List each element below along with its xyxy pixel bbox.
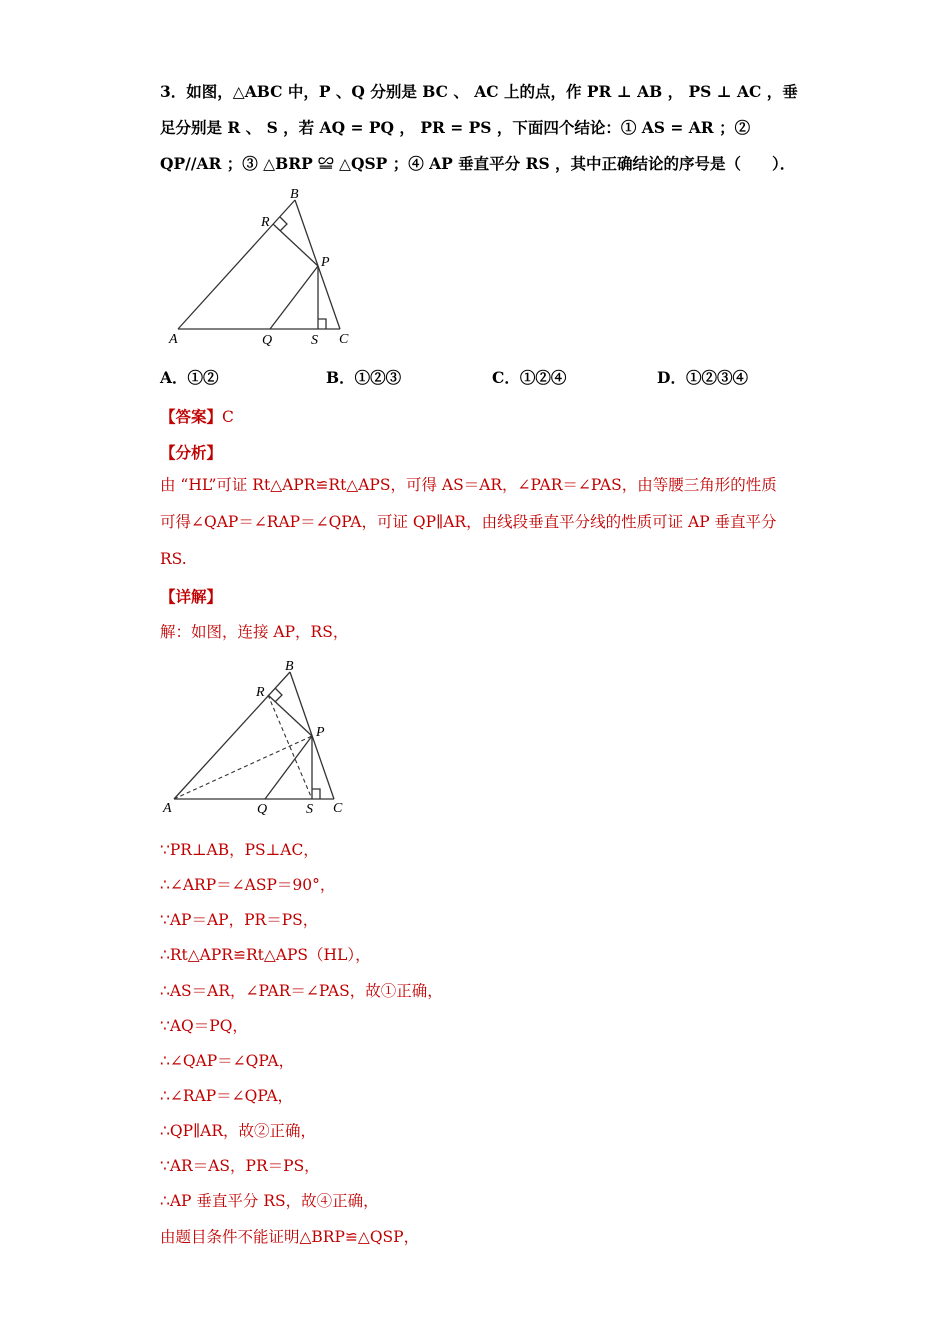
- label-c: C: [339, 332, 349, 347]
- label-b: B: [285, 659, 294, 674]
- answer-value: C: [222, 408, 234, 426]
- proof-step: ∴AP 垂直平分 RS，故④正确，: [160, 1192, 379, 1210]
- proof-step: ∵PR⊥AB，PS⊥AC，: [160, 841, 319, 859]
- triangle-diagram: [160, 186, 360, 356]
- label-q: Q: [257, 802, 268, 817]
- proof-step: ∵AQ＝PQ，: [160, 1017, 248, 1035]
- proof-step: ∴∠RAP＝∠QPA，: [160, 1087, 294, 1105]
- triangle-figure-1: [160, 186, 360, 356]
- detail-intro: 解：如图，连接 AP，RS，: [160, 623, 349, 641]
- segment-qp: [265, 736, 312, 799]
- proof-step: ∴Rt△APR≌Rt△APS（HL），: [160, 946, 371, 964]
- analysis-text: 由 “HL”可证 Rt△APR≌Rt△APS，可得 AS＝AR，∠PAR＝∠PAS，由等腰三角形的性质可得∠QAP＝∠RAP＝∠QPA，可证 QP∥AR，由线段垂直平分线的性质可证 AP 垂直平分 RS.: [160, 476, 777, 568]
- proof-step: ∵AR＝AS，PR＝PS，: [160, 1157, 320, 1175]
- proof-step: 由题目条件不能证明△BRP≌△QSP，: [160, 1228, 420, 1246]
- answer-line: [160, 405, 234, 427]
- option-b: B．①②③: [326, 368, 402, 387]
- triangle-diagram-with-construction: [158, 656, 358, 818]
- dashed-rs: [268, 695, 312, 799]
- label-a: A: [163, 801, 172, 816]
- label-b: B: [290, 187, 299, 202]
- proof-step: ∴∠QAP＝∠QPA，: [160, 1052, 295, 1070]
- options-row: [160, 366, 820, 396]
- right-angle-mark-r: [280, 217, 287, 231]
- proof-step: ∴QP∥AR，故②正确，: [160, 1122, 317, 1140]
- question-block: [160, 74, 800, 182]
- label-a: A: [169, 332, 178, 347]
- label-p: P: [321, 255, 330, 270]
- right-angle-mark-s: [312, 789, 320, 799]
- dashed-ap: [174, 736, 312, 799]
- proof-step: ∴∠ARP＝∠ASP＝90°，: [160, 876, 336, 894]
- right-angle-mark-r: [275, 688, 282, 702]
- right-angle-mark-s: [318, 319, 326, 329]
- answer-label: 【答案】: [160, 407, 223, 426]
- label-s: S: [306, 802, 313, 817]
- side-ab: [174, 672, 290, 799]
- detail-label: 【详解】: [160, 587, 223, 606]
- label-r: R: [256, 685, 265, 700]
- label-p: P: [316, 725, 325, 740]
- proof-step: ∵AP＝AP，PR＝PS，: [160, 911, 319, 929]
- triangle-figure-2: [158, 656, 358, 818]
- proof-step: ∴AS＝AR，∠PAR＝∠PAS，故①正确，: [160, 982, 443, 1000]
- option-c: C．①②④: [492, 368, 567, 387]
- question-text: 如图，△ABC 中，P 、Q 分别是 BC 、 AC 上的点，作 PR ⊥ AB ， PS ⊥ AC ，垂足分别是 R 、 S ，若 AQ = PQ ， PR = PS ，下面四个结论：① AS = AR ；② QP//AR ；③ △BRP ≌ △QSP ；④ AP 垂直平分 RS ，其中正确结论的序号是（ ）．: [160, 82, 798, 173]
- label-q: Q: [262, 333, 273, 348]
- segment-qp: [270, 266, 318, 329]
- label-c: C: [333, 801, 343, 816]
- option-a: A．①②: [160, 368, 219, 387]
- analysis-label: 【分析】: [160, 443, 223, 462]
- option-d: D．①②③④: [657, 368, 748, 387]
- side-ab: [178, 200, 295, 329]
- label-s: S: [311, 333, 318, 348]
- label-r: R: [261, 215, 270, 230]
- question-number: 3．: [160, 82, 187, 101]
